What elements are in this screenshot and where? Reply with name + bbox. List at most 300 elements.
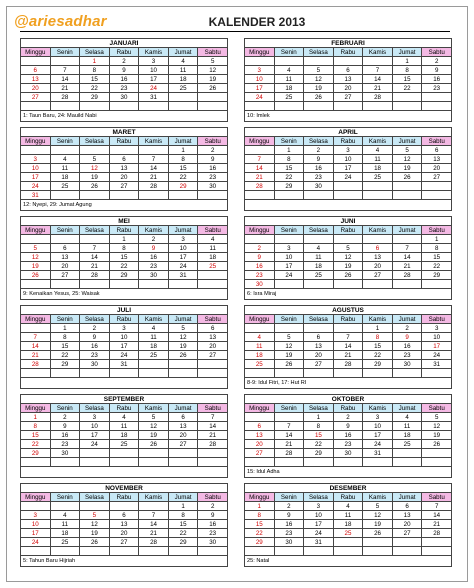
date-cell: 19 [139, 431, 169, 440]
date-cell [245, 146, 275, 155]
date-cell: 17 [363, 431, 393, 440]
date-cell: 17 [245, 84, 275, 93]
day-name-header: Kamis [363, 137, 393, 146]
date-cell: 22 [363, 351, 393, 360]
day-name-header: Senin [274, 493, 304, 502]
date-cell [50, 369, 80, 378]
date-cell: 16 [274, 520, 304, 529]
date-cell: 14 [245, 164, 275, 173]
month-name: DESEMBER [245, 484, 452, 493]
date-cell: 28 [139, 182, 169, 191]
date-cell: 23 [422, 84, 452, 93]
week-row [21, 342, 228, 351]
week-row [21, 66, 228, 75]
date-cell: 4 [50, 155, 80, 164]
date-cell: 23 [274, 529, 304, 538]
date-cell: 27 [304, 360, 334, 369]
day-name-header: Kamis [139, 48, 169, 57]
date-cell [304, 57, 334, 66]
month-block [244, 216, 452, 296]
date-cell: 1 [392, 57, 422, 66]
week-row [21, 520, 228, 529]
date-cell: 13 [109, 520, 139, 529]
date-cell: 14 [198, 422, 228, 431]
date-cell [139, 191, 169, 200]
day-name-header: Sabtu [422, 226, 452, 235]
month-name: AGUSTUS [245, 306, 452, 315]
date-cell [21, 235, 51, 244]
date-cell: 2 [422, 57, 452, 66]
date-cell [21, 324, 51, 333]
month-name: JANUARI [21, 39, 228, 48]
date-cell: 14 [422, 511, 452, 520]
date-cell: 24 [274, 271, 304, 280]
date-cell: 21 [274, 440, 304, 449]
week-row [245, 146, 452, 155]
date-cell: 11 [139, 333, 169, 342]
day-name-header: Rabu [333, 48, 363, 57]
week-row [245, 458, 452, 467]
month-name: NOVEMBER [21, 484, 228, 493]
day-name-header: Jumat [168, 315, 198, 324]
date-cell: 7 [139, 155, 169, 164]
week-row [245, 529, 452, 538]
day-name-header: Jumat [168, 137, 198, 146]
date-cell [109, 458, 139, 467]
day-name-header: Rabu [333, 137, 363, 146]
date-cell: 8 [274, 155, 304, 164]
date-cell: 29 [80, 93, 110, 102]
date-cell: 22 [245, 529, 275, 538]
week-row [21, 244, 228, 253]
date-cell [139, 502, 169, 511]
date-cell: 9 [392, 333, 422, 342]
date-cell [363, 369, 393, 378]
date-cell: 26 [168, 351, 198, 360]
date-cell: 23 [80, 351, 110, 360]
date-cell: 20 [109, 173, 139, 182]
week-row [21, 324, 228, 333]
day-name-header: Kamis [363, 493, 393, 502]
date-cell [168, 280, 198, 289]
date-cell: 29 [21, 449, 51, 458]
date-cell: 28 [392, 271, 422, 280]
date-cell: 15 [422, 253, 452, 262]
date-cell [80, 449, 110, 458]
date-cell: 8 [109, 244, 139, 253]
date-cell: 13 [198, 333, 228, 342]
day-name-header: Senin [274, 315, 304, 324]
date-cell: 24 [139, 84, 169, 93]
month-table [20, 305, 228, 378]
date-cell: 28 [333, 360, 363, 369]
day-name-header: Sabtu [422, 137, 452, 146]
date-cell [168, 102, 198, 111]
date-cell: 10 [274, 253, 304, 262]
date-cell: 30 [198, 182, 228, 191]
date-cell [50, 146, 80, 155]
week-row [21, 431, 228, 440]
week-row [245, 413, 452, 422]
date-cell: 31 [21, 191, 51, 200]
holiday-notes [244, 200, 452, 211]
date-cell: 27 [168, 440, 198, 449]
date-cell [304, 235, 334, 244]
date-cell: 25 [50, 538, 80, 547]
date-cell: 15 [21, 431, 51, 440]
date-cell: 6 [304, 333, 334, 342]
date-cell: 17 [21, 529, 51, 538]
holiday-notes: 6: Isra Miraj [244, 289, 452, 300]
date-cell: 15 [392, 75, 422, 84]
date-cell [109, 369, 139, 378]
title-underline [20, 31, 450, 32]
date-cell [392, 538, 422, 547]
date-cell: 19 [363, 520, 393, 529]
date-cell [168, 191, 198, 200]
date-cell: 12 [80, 164, 110, 173]
date-cell: 8 [392, 66, 422, 75]
date-cell: 3 [333, 146, 363, 155]
date-cell [422, 369, 452, 378]
date-cell: 31 [139, 93, 169, 102]
day-name-header: Sabtu [422, 493, 452, 502]
date-cell [50, 57, 80, 66]
date-cell: 19 [80, 529, 110, 538]
date-cell: 17 [80, 431, 110, 440]
date-cell: 11 [109, 422, 139, 431]
day-name-header: Selasa [80, 404, 110, 413]
date-cell: 9 [422, 66, 452, 75]
month-name: FEBRUARI [245, 39, 452, 48]
day-name-header: Minggu [245, 226, 275, 235]
date-cell [139, 369, 169, 378]
date-cell: 3 [80, 413, 110, 422]
week-row [245, 155, 452, 164]
date-cell: 8 [50, 333, 80, 342]
date-cell: 29 [50, 360, 80, 369]
date-cell: 30 [304, 182, 334, 191]
date-cell: 11 [50, 164, 80, 173]
date-cell [392, 102, 422, 111]
day-name-header: Kamis [139, 137, 169, 146]
month-block [244, 305, 452, 385]
week-row [245, 93, 452, 102]
date-cell: 2 [274, 502, 304, 511]
day-name-header: Kamis [139, 493, 169, 502]
week-row [245, 351, 452, 360]
date-cell: 15 [80, 75, 110, 84]
month-table [244, 483, 452, 556]
date-cell [363, 191, 393, 200]
date-cell: 18 [304, 262, 334, 271]
date-cell: 8 [21, 422, 51, 431]
date-cell: 17 [21, 173, 51, 182]
date-cell: 24 [422, 351, 452, 360]
date-cell: 6 [333, 66, 363, 75]
month-name: OKTOBER [245, 395, 452, 404]
date-cell [333, 369, 363, 378]
date-cell [363, 538, 393, 547]
date-cell: 12 [168, 333, 198, 342]
date-cell [80, 280, 110, 289]
week-row [21, 75, 228, 84]
day-name-header: Selasa [80, 315, 110, 324]
date-cell: 18 [333, 520, 363, 529]
date-cell: 20 [168, 431, 198, 440]
week-row [245, 164, 452, 173]
week-row [21, 102, 228, 111]
date-cell: 6 [168, 413, 198, 422]
date-cell [333, 57, 363, 66]
date-cell [168, 458, 198, 467]
date-cell [245, 369, 275, 378]
day-name-header: Jumat [168, 404, 198, 413]
date-cell: 21 [363, 84, 393, 93]
day-name-header: Selasa [80, 493, 110, 502]
date-cell: 21 [21, 351, 51, 360]
date-cell: 13 [392, 511, 422, 520]
date-cell: 27 [109, 182, 139, 191]
week-row [245, 547, 452, 556]
date-cell: 21 [139, 529, 169, 538]
date-cell: 9 [274, 511, 304, 520]
date-cell: 3 [168, 235, 198, 244]
date-cell [333, 538, 363, 547]
date-cell: 12 [139, 422, 169, 431]
date-cell [198, 93, 228, 102]
date-cell: 2 [139, 235, 169, 244]
date-cell: 27 [50, 271, 80, 280]
date-cell [80, 235, 110, 244]
week-row [245, 502, 452, 511]
date-cell [109, 146, 139, 155]
date-cell: 23 [139, 262, 169, 271]
week-row [245, 342, 452, 351]
date-cell: 26 [80, 182, 110, 191]
day-name-header: Sabtu [422, 48, 452, 57]
date-cell: 19 [198, 75, 228, 84]
day-name-header: Selasa [304, 404, 334, 413]
date-cell [363, 235, 393, 244]
holiday-notes: 12: Nyepi, 29: Jumat Agung [20, 200, 228, 211]
day-name-header: Rabu [109, 315, 139, 324]
date-cell: 28 [198, 440, 228, 449]
day-name-header: Minggu [21, 48, 51, 57]
day-name-header: Jumat [168, 493, 198, 502]
date-cell: 30 [109, 93, 139, 102]
date-cell: 5 [363, 502, 393, 511]
date-cell: 15 [109, 253, 139, 262]
week-row [245, 84, 452, 93]
date-cell [109, 280, 139, 289]
date-cell [245, 191, 275, 200]
week-row [21, 547, 228, 556]
week-row [245, 324, 452, 333]
date-cell: 23 [50, 440, 80, 449]
date-cell [422, 280, 452, 289]
date-cell: 4 [304, 244, 334, 253]
date-cell: 14 [80, 253, 110, 262]
date-cell: 18 [109, 431, 139, 440]
day-name-header: Jumat [392, 48, 422, 57]
date-cell: 6 [245, 422, 275, 431]
week-row [21, 333, 228, 342]
week-row [21, 271, 228, 280]
week-row [21, 440, 228, 449]
date-cell: 16 [392, 342, 422, 351]
date-cell: 9 [198, 155, 228, 164]
week-row [245, 440, 452, 449]
date-cell: 20 [422, 164, 452, 173]
day-name-header: Rabu [109, 493, 139, 502]
date-cell: 8 [168, 511, 198, 520]
date-cell: 7 [422, 502, 452, 511]
date-cell: 22 [50, 351, 80, 360]
date-cell [50, 102, 80, 111]
date-cell: 25 [363, 173, 393, 182]
date-cell [50, 280, 80, 289]
week-row [245, 235, 452, 244]
date-cell: 22 [274, 173, 304, 182]
date-cell [198, 449, 228, 458]
date-cell: 21 [198, 431, 228, 440]
date-cell: 26 [274, 360, 304, 369]
date-cell [198, 547, 228, 556]
date-cell [422, 102, 452, 111]
date-cell: 6 [21, 66, 51, 75]
date-cell: 10 [422, 333, 452, 342]
date-cell: 3 [139, 57, 169, 66]
week-row [21, 458, 228, 467]
date-cell [245, 547, 275, 556]
day-name-header: Selasa [304, 493, 334, 502]
date-cell: 10 [139, 66, 169, 75]
date-cell: 28 [21, 360, 51, 369]
date-cell: 11 [392, 422, 422, 431]
month-block [20, 38, 228, 118]
date-cell: 12 [21, 253, 51, 262]
date-cell: 19 [422, 431, 452, 440]
date-cell: 9 [50, 422, 80, 431]
date-cell: 20 [392, 520, 422, 529]
date-cell: 7 [363, 66, 393, 75]
date-cell: 29 [168, 538, 198, 547]
date-cell [422, 538, 452, 547]
date-cell: 5 [333, 244, 363, 253]
date-cell [392, 191, 422, 200]
date-cell: 15 [304, 431, 334, 440]
date-cell [274, 102, 304, 111]
date-cell [109, 191, 139, 200]
date-cell: 13 [422, 155, 452, 164]
date-cell: 21 [50, 84, 80, 93]
day-name-header: Senin [274, 48, 304, 57]
date-cell: 19 [333, 262, 363, 271]
date-cell [168, 369, 198, 378]
date-cell: 2 [245, 244, 275, 253]
date-cell: 6 [392, 502, 422, 511]
date-cell: 5 [21, 244, 51, 253]
date-cell: 20 [363, 262, 393, 271]
day-name-header: Senin [274, 404, 304, 413]
date-cell: 28 [422, 529, 452, 538]
date-cell [392, 547, 422, 556]
date-cell: 22 [80, 84, 110, 93]
date-cell: 2 [198, 502, 228, 511]
date-cell: 25 [139, 351, 169, 360]
date-cell: 19 [168, 342, 198, 351]
week-row [21, 191, 228, 200]
day-name-header: Sabtu [422, 404, 452, 413]
day-name-header: Senin [50, 493, 80, 502]
date-cell [21, 458, 51, 467]
week-row [21, 449, 228, 458]
date-cell: 9 [245, 253, 275, 262]
date-cell: 25 [333, 529, 363, 538]
day-name-header: Selasa [304, 137, 334, 146]
date-cell: 10 [363, 422, 393, 431]
day-name-header: Selasa [80, 137, 110, 146]
day-name-header: Sabtu [198, 48, 228, 57]
day-name-header: Minggu [21, 137, 51, 146]
month-table [244, 127, 452, 200]
date-cell: 3 [109, 324, 139, 333]
date-cell [304, 324, 334, 333]
date-cell: 25 [50, 182, 80, 191]
date-cell [50, 235, 80, 244]
day-name-header: Minggu [245, 493, 275, 502]
week-row [245, 431, 452, 440]
day-name-header: Rabu [109, 137, 139, 146]
date-cell: 17 [422, 342, 452, 351]
date-cell [304, 547, 334, 556]
day-name-header: Kamis [139, 404, 169, 413]
date-cell: 9 [304, 155, 334, 164]
date-cell: 28 [274, 449, 304, 458]
date-cell: 1 [80, 57, 110, 66]
date-cell: 27 [333, 93, 363, 102]
date-cell: 22 [168, 173, 198, 182]
day-name-header: Sabtu [422, 315, 452, 324]
date-cell [50, 502, 80, 511]
date-cell: 16 [333, 431, 363, 440]
date-cell: 13 [245, 431, 275, 440]
date-cell: 16 [245, 262, 275, 271]
date-cell: 17 [139, 75, 169, 84]
date-cell: 26 [21, 271, 51, 280]
week-row [245, 538, 452, 547]
week-row [245, 191, 452, 200]
date-cell: 14 [21, 342, 51, 351]
date-cell: 30 [80, 360, 110, 369]
date-cell: 12 [422, 422, 452, 431]
date-cell: 31 [304, 538, 334, 547]
date-cell: 7 [80, 244, 110, 253]
date-cell: 15 [50, 342, 80, 351]
date-cell: 31 [363, 449, 393, 458]
holiday-notes: 9: Kenaikan Yesus, 25: Waisak [20, 289, 228, 300]
day-name-header: Rabu [109, 48, 139, 57]
date-cell [363, 57, 393, 66]
day-name-header: Minggu [21, 315, 51, 324]
date-cell: 11 [363, 155, 393, 164]
day-name-header: Minggu [21, 404, 51, 413]
date-cell: 16 [139, 253, 169, 262]
date-cell: 17 [109, 342, 139, 351]
holiday-notes: 5: Tahun Baru Hijriah [20, 556, 228, 567]
date-cell [333, 182, 363, 191]
